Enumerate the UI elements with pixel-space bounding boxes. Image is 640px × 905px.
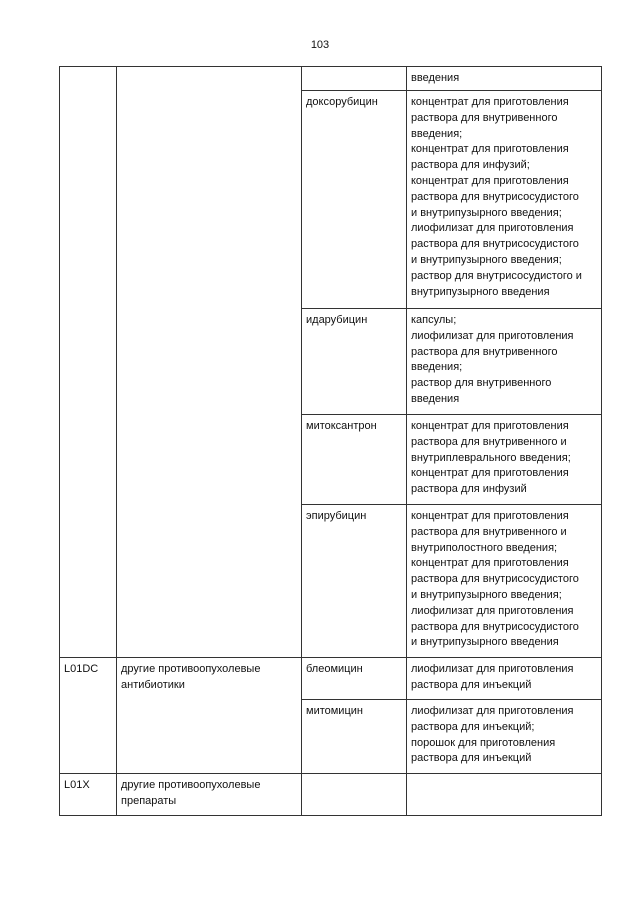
dosage-form-cell: введения — [407, 67, 602, 91]
atc-code-cell — [60, 67, 117, 658]
dosage-form-cell: концентрат для приготовления раствора для внутривенного и внутриполостного введения; концентрат для приготовления раствора для внутрисосудистого и внутрипузырного введения; лиофилизат для приготовления раствора для внутрисосудистого и внутрипузырного введения — [407, 505, 602, 658]
table-row — [60, 774, 602, 816]
drug-name-cell: митоксантрон — [302, 415, 407, 505]
dosage-form-cell: капсулы; лиофилизат для приготовления раствора для внутривенного введения; раствор для внутривенного введения — [407, 309, 602, 415]
page-number: 103 — [310, 39, 330, 51]
drug-name-cell — [302, 67, 407, 91]
drug-name-cell: эпирубицин — [302, 505, 407, 658]
dosage-form-cell: концентрат для приготовления раствора для внутривенного и внутриплеврального введения; концентрат для приготовления раствора для инфузий — [407, 415, 602, 505]
atc-code-cell: L01DC — [60, 658, 117, 774]
dosage-form-cell — [407, 774, 602, 816]
drug-name-cell: доксорубицин — [302, 91, 407, 309]
dosage-form-cell: концентрат для приготовления раствора для внутривенного введения; концентрат для приготовления раствора для инфузий; концентрат для приготовления раствора для внутрисосудистого и внутрипузырного введения; лиофилизат для приготовления раствора для внутрисосудистого и внутрипузырного введения; раствор для внутрисосудистого и внутрипузырного введения — [407, 91, 602, 309]
table-row — [60, 658, 602, 700]
group-name-cell: другие противоопухолевые антибиотики — [117, 658, 302, 774]
drug-name-cell: идарубицин — [302, 309, 407, 415]
dosage-form-cell: лиофилизат для приготовления раствора для инъекций; порошок для приготовления раствора для инъекций — [407, 700, 602, 774]
group-name-cell: другие противоопухолевые препараты — [117, 774, 302, 816]
drug-name-cell: блеомицин — [302, 658, 407, 700]
atc-code-cell: L01X — [60, 774, 117, 816]
drug-table — [59, 66, 602, 816]
table-row — [60, 67, 602, 91]
group-name-cell — [117, 67, 302, 658]
drug-name-cell: митомицин — [302, 700, 407, 774]
dosage-form-cell: лиофилизат для приготовления раствора для инъекций — [407, 658, 602, 700]
drug-name-cell — [302, 774, 407, 816]
